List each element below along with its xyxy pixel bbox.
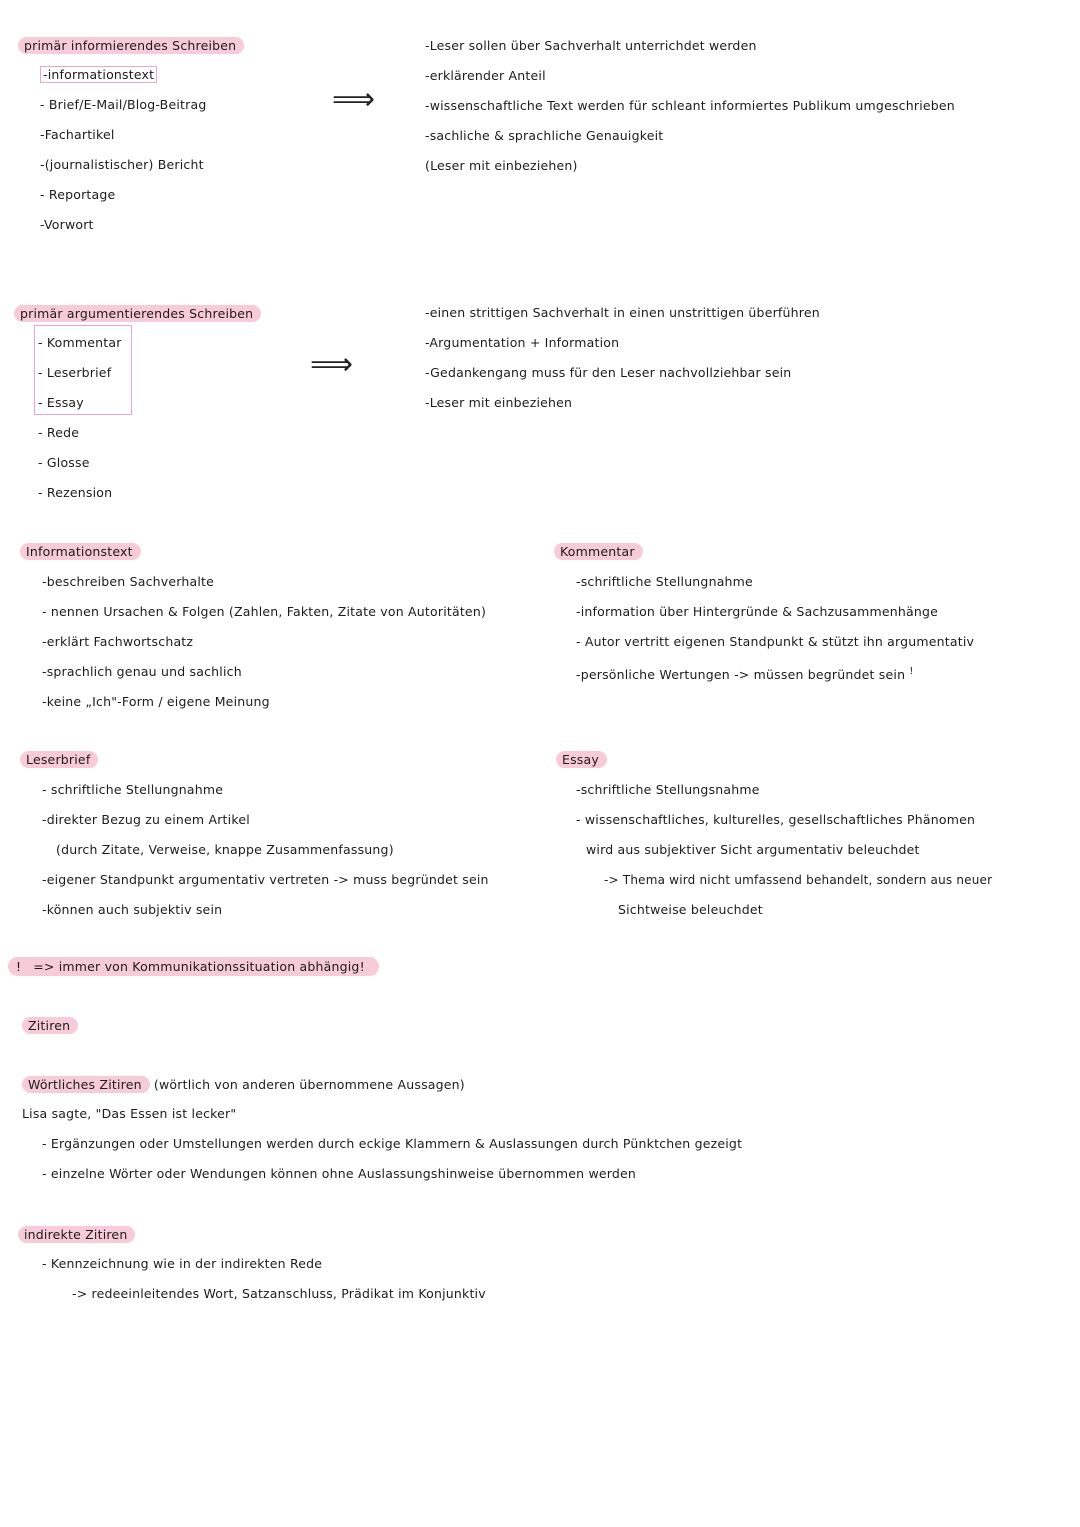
- point-item: -information über Hintergründe & Sachzusammenhänge: [576, 604, 938, 619]
- argumentierend-heading: primär argumentierendes Schreiben: [14, 305, 261, 323]
- point-item: -beschreiben Sachverhalte: [42, 574, 215, 589]
- indirekt-point: - Kennzeichnung wie in der indirekten Rede: [42, 1256, 323, 1271]
- informierend-points: [425, 37, 955, 187]
- point-item: - Ergänzungen oder Umstellungen werden durch eckige Klammern & Auslassungen durch Pünktchen gezeigt: [42, 1136, 743, 1151]
- essay-points: [576, 781, 992, 931]
- zitiren-heading: Zitiren: [22, 1017, 78, 1035]
- indirekt-heading: indirekte Zitiren: [18, 1226, 135, 1244]
- informierend-forms: [40, 66, 206, 246]
- form-item: - Rede: [38, 425, 80, 440]
- informationstext-points: [42, 573, 486, 723]
- point-item: -schriftliche Stellungnahme: [576, 574, 753, 589]
- point-item: - einzelne Wörter oder Wendungen können ohne Auslassungshinweise übernommen werden: [42, 1166, 637, 1181]
- point-item: wird aus subjektiver Sicht argumentativ beleuchdet: [586, 842, 920, 857]
- note-text: => immer von Kommunikationssituation abhängig!: [33, 959, 365, 974]
- implies-arrow-icon: ⟹: [310, 347, 354, 382]
- note-highlight: [8, 958, 379, 976]
- point-item: -wissenschaftliche Text werden für schleant informiertes Publikum umgeschrieben: [425, 98, 955, 113]
- point-item: -direkter Bezug zu einem Artikel: [42, 812, 250, 827]
- woertlich-heading-line: Wörtliches Zitiren (wörtlich von anderen übernommene Aussagen): [22, 1076, 465, 1094]
- point-item: -Leser mit einbeziehen: [425, 395, 573, 410]
- form-item: -(journalistischer) Bericht: [40, 157, 204, 172]
- form-item: - Reportage: [40, 187, 116, 202]
- indirekt-sub: -> redeeinleitendes Wort, Satzanschluss, Prädikat im Konjunktiv: [72, 1286, 486, 1301]
- point-item: -sachliche & sprachliche Genauigkeit: [425, 128, 664, 143]
- essay-heading: Essay: [556, 751, 607, 769]
- point-item: Sichtweise beleuchdet: [618, 902, 763, 917]
- point-item: -erklärt Fachwortschatz: [42, 634, 194, 649]
- informierend-heading: primär informierendes Schreiben: [18, 37, 244, 55]
- point-item: -können auch subjektiv sein: [42, 902, 223, 917]
- form-item: - Essay: [38, 395, 84, 410]
- point-item: -schriftliche Stellungsnahme: [576, 782, 760, 797]
- form-item: -Fachartikel: [40, 127, 115, 142]
- form-item: -Vorwort: [40, 217, 94, 232]
- implies-arrow-icon: ⟹: [332, 82, 376, 117]
- form-item: - Brief/E-Mail/Blog-Beitrag: [40, 97, 207, 112]
- point-item: -erklärender Anteil: [425, 68, 546, 83]
- form-item: - Leserbrief: [38, 365, 112, 380]
- point-item: -persönliche Wertungen -> müssen begründet sein !: [576, 666, 914, 683]
- woertlich-points: [42, 1135, 742, 1195]
- form-item: - Rezension: [38, 485, 113, 500]
- point-item: -einen strittigen Sachverhalt in einen unstrittigen überführen: [425, 305, 820, 320]
- point-item: - schriftliche Stellungnahme: [42, 782, 224, 797]
- form-item: - Kommentar: [38, 335, 122, 350]
- informationstext-heading: Informationstext: [20, 543, 141, 561]
- point-item: -keine „Ich"-Form / eigene Meinung: [42, 694, 270, 709]
- point-item: -Argumentation + Information: [425, 335, 620, 350]
- point-item: (Leser mit einbeziehen): [425, 158, 578, 173]
- leserbrief-heading: Leserbrief: [20, 751, 98, 769]
- point-item: - Autor vertritt eigenen Standpunkt & stützt ihn argumentativ: [576, 634, 975, 649]
- kommentar-heading: Kommentar: [554, 543, 643, 561]
- point-item: - wissenschaftliches, kulturelles, gesellschaftliches Phänomen: [576, 812, 976, 827]
- point-item: -Gedankengang muss für den Leser nachvollziehbar sein: [425, 365, 792, 380]
- point-item: - nennen Ursachen & Folgen (Zahlen, Fakten, Zitate von Autoritäten): [42, 604, 487, 619]
- point-item: -Leser sollen über Sachverhalt unterrichdet werden: [425, 38, 757, 53]
- woertlich-aside: (wörtlich von anderen übernommene Aussagen): [153, 1077, 465, 1092]
- form-item-informationstext: -informationstext: [40, 66, 206, 96]
- leserbrief-points: [42, 781, 489, 931]
- argumentierend-points: [425, 304, 820, 424]
- woertlich-example: Lisa sagte, "Das Essen ist lecker": [22, 1106, 237, 1121]
- point-item: -eigener Standpunkt argumentativ vertreten -> muss begründet sein: [42, 872, 489, 887]
- point-item: -sprachlich genau und sachlich: [42, 664, 242, 679]
- point-item: (durch Zitate, Verweise, knappe Zusammenfassung): [56, 842, 394, 857]
- argumentierend-forms: [38, 334, 122, 514]
- exclamation-icon: !: [16, 959, 22, 974]
- exclamation-mark: !: [909, 666, 914, 677]
- point-item: -> Thema wird nicht umfassend behandelt, sondern aus neuer: [604, 873, 993, 887]
- kommentar-points: [576, 573, 974, 693]
- form-item: - Glosse: [38, 455, 90, 470]
